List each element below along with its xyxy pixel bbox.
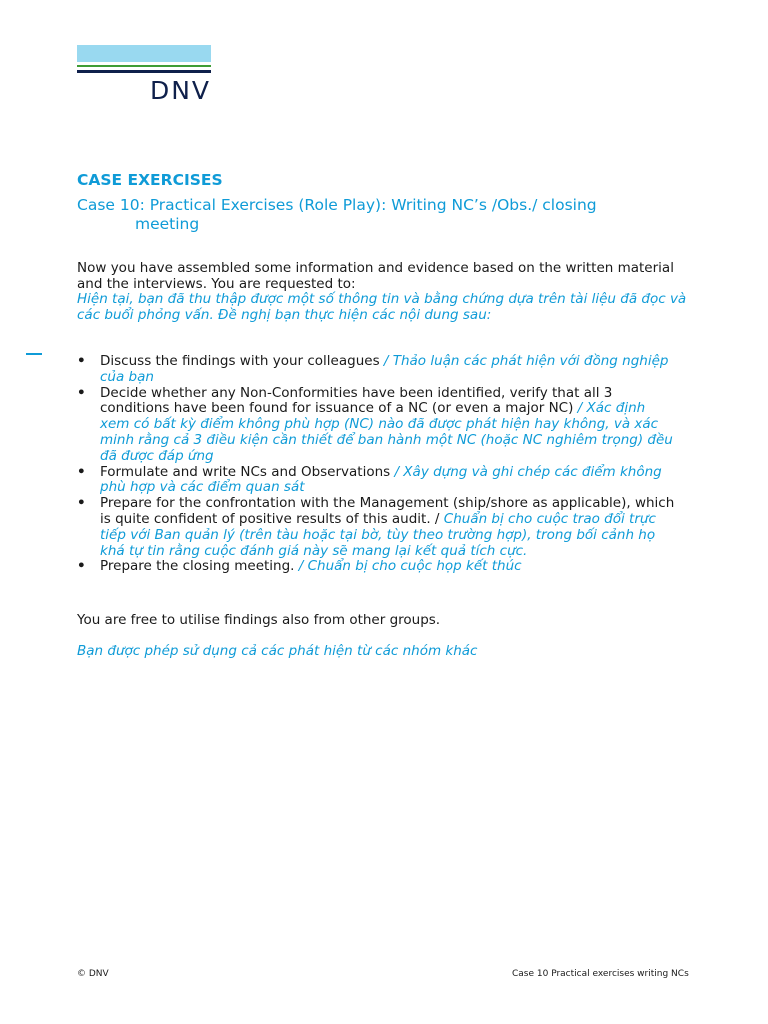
item-text-en: Discuss the findings with your colleagues [100,353,384,369]
item-text-en: Formulate and write NCs and Observations [100,463,395,480]
logo-band-navy [77,70,211,73]
case-title-line-2: meeting [135,215,200,233]
bullet-icon: • [77,384,86,401]
bullet-icon: • [77,463,86,480]
free-text-en: You are free to utilise findings also from other groups. [77,612,441,628]
item-text-vi: / Chuẩn bị cho cuộc họp kết thúc [298,558,522,575]
footer-document-name: Case 10 Practical exercises writing NCs [512,969,689,979]
margin-dash-marker [26,353,42,355]
section-heading: CASE EXERCISES [77,171,223,189]
logo-band-green [77,65,211,67]
item-text-vi: / Xác định xem có bất kỳ điểm không phù hợp (NC) nào đã được phát hiện hay không, và xác minh rằng cả 3 điều kiện cần thiết để ban hành một NC (hoặc NC nghiêm trọng) đều đã được đáp ứng [100,400,673,464]
footer-copyright: © DNV [77,969,109,979]
bullet-icon: • [77,495,86,512]
list-item [77,496,677,559]
item-text-en: Prepare for the confrontation with the Management (ship/shore as applicable), which is quite confident of positive results of this audit. / [100,495,675,527]
intro-text-en: Now you have assembled some information and evidence based on the written material and the interviews. You are requested to: [77,260,674,292]
case-title-line-1: Case 10: Practical Exercises (Role Play): Writing NC’s /Obs./ closing [77,196,597,214]
item-text-vi: / Thảo luận các phát hiện với đồng nghiệp của bạn [100,353,669,385]
logo-wordmark: DNV [149,76,211,105]
bullet-icon: • [77,353,86,369]
task-list [77,354,677,575]
item-text-vi: Chuẩn bị cho cuộc trao đổi trực tiếp với Ban quản lý (trên tàu hoặc tại bờ, tùy theo trường hợp), trong bối cảnh họ khá tự tin rằng cuộc đánh giá này sẽ mang lại kết quả tích cực. [100,510,656,559]
logo-band-light [77,45,211,62]
item-text-en: Decide whether any Non-Conformities have been identified, verify that all 3 conditions have been found for issuance of a NC (or even a major NC) [100,384,613,417]
item-text-en: Prepare the closing meeting. [100,558,299,575]
dnv-logo [77,45,211,105]
list-item [77,559,677,575]
intro-text-vi: Hiện tại, bạn đã thu thập được một số thông tin và bằng chứng dựa trên tài liệu đã đọc và các buổi phỏng vấn. Đề nghị bạn thực hiện các nội dung sau: [77,291,687,323]
bullet-icon: • [77,558,86,575]
free-text-vi: Bạn được phép sử dụng cả các phát hiện từ các nhóm khác [77,643,478,659]
item-text-vi: / Xây dựng và ghi chép các điểm không phù hợp và các điểm quan sát [100,463,662,496]
case-title [77,196,697,234]
intro-paragraph [77,261,697,323]
list-item [77,465,677,497]
list-item [77,386,677,465]
list-item [77,354,677,386]
